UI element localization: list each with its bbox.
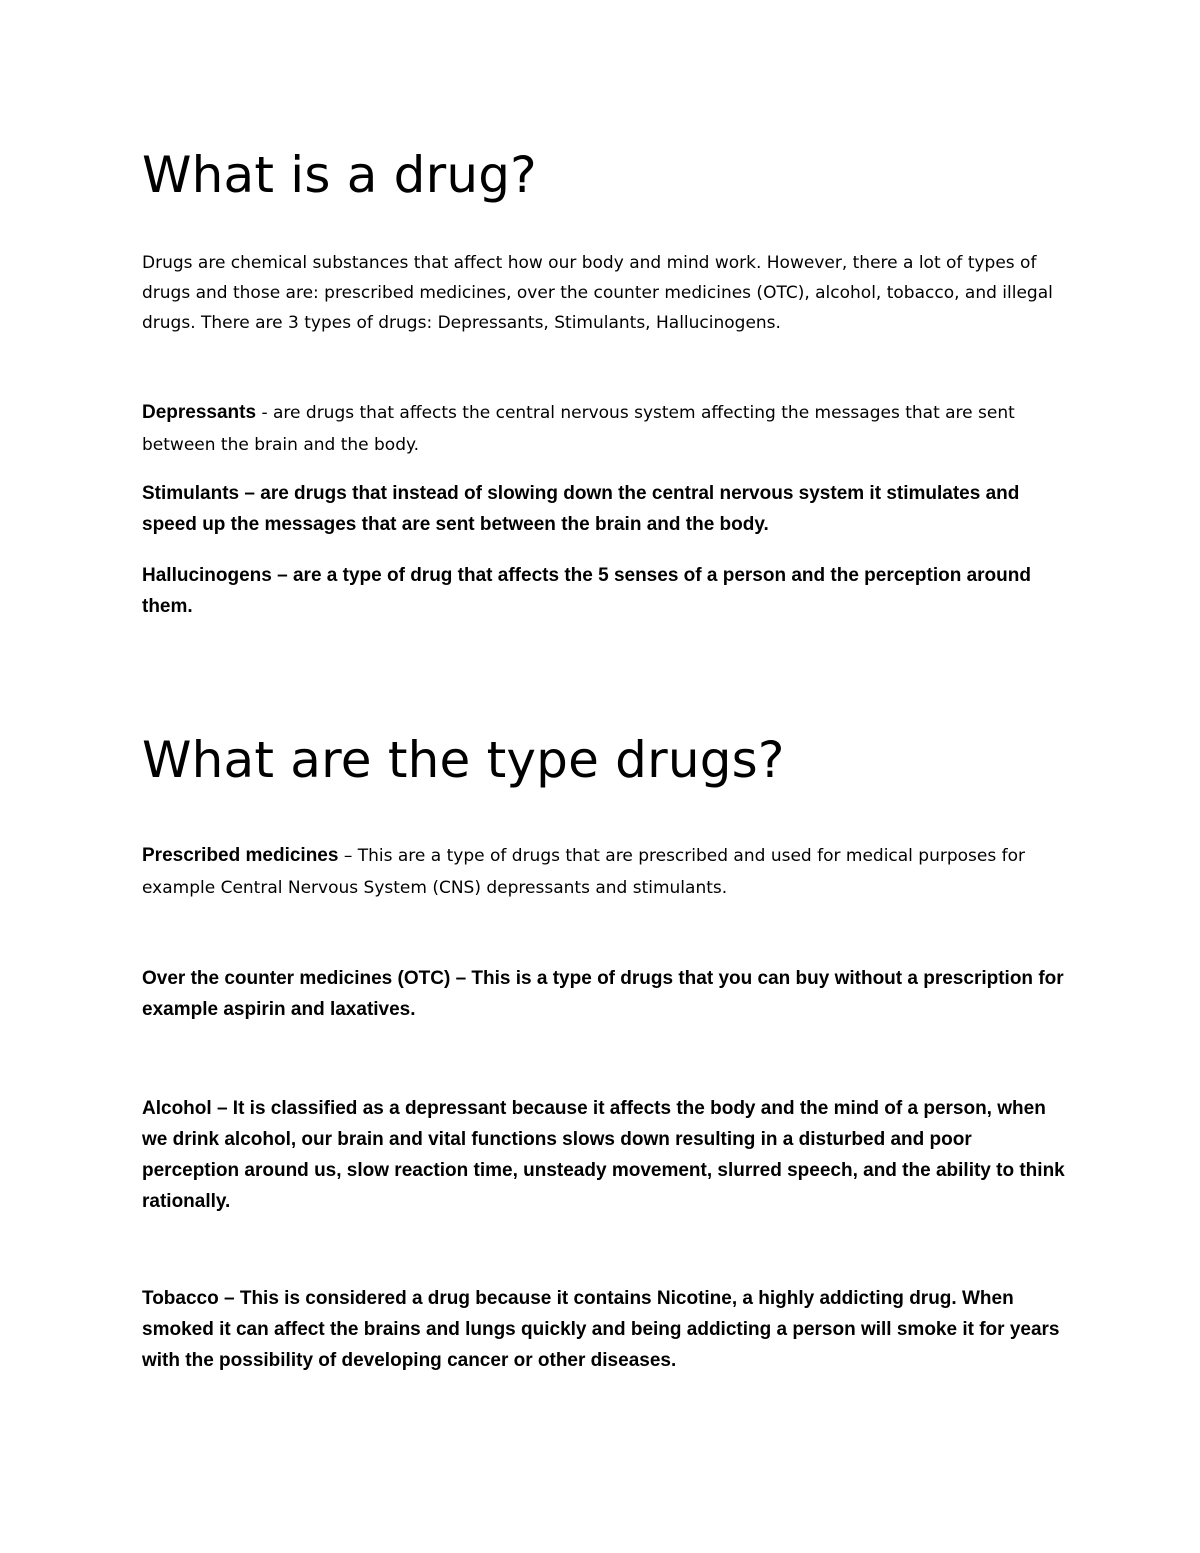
- definition-prescribed-medicines: – This are a type of drugs that are prescribed and used for medical purposes for example Central Nervous System (CNS) depressants and stimulants.: [142, 846, 1026, 898]
- definition-alcohol: – It is classified as a depressant because it affects the body and the mind of a person, when we drink alcohol, our brain and vital functions slows down resulting in a disturbed and poor perception around us, slow reaction time, unsteady movement, slurred speech, and the ability to think rationally.: [142, 1098, 1065, 1212]
- heading-what-is-a-drug: What is a drug?: [142, 146, 537, 204]
- paragraph-stimulants: [142, 478, 1067, 540]
- paragraph-hallucinogens: [142, 560, 1067, 622]
- definition-depressants: - are drugs that affects the central nervous system affecting the messages that are sent between the brain and the body.: [142, 403, 1015, 455]
- term-stimulants: Stimulants: [142, 483, 240, 504]
- paragraph-otc-medicines: [142, 963, 1067, 1025]
- term-tobacco: Tobacco: [142, 1288, 219, 1309]
- paragraph-depressants: [142, 397, 1067, 461]
- heading-what-are-the-type-drugs: What are the type drugs?: [142, 731, 785, 789]
- paragraph-alcohol: [142, 1093, 1067, 1217]
- intro-paragraph: Drugs are chemical substances that affect how our body and mind work. However, there a lot of types of drugs and those are: prescribed medicines, over the counter medicines (OTC), alcohol, tobacco, and illegal drugs. There are 3 types of drugs: Depressants, Stimulants, Hallucinogens.: [142, 253, 1053, 333]
- definition-tobacco: – This is considered a drug because it contains Nicotine, a highly addicting drug. When smoked it can affect the brains and lungs quickly and being addicting a person will smoke it for years with the possibility of developing cancer or other diseases.: [142, 1288, 1060, 1371]
- term-depressants: Depressants: [142, 402, 257, 423]
- term-prescribed-medicines: Prescribed medicines: [142, 845, 339, 866]
- term-hallucinogens: Hallucinogens: [142, 565, 272, 586]
- term-alcohol: Alcohol: [142, 1098, 212, 1119]
- paragraph-tobacco: [142, 1283, 1067, 1376]
- paragraph-prescribed-medicines: [142, 840, 1067, 904]
- definition-hallucinogens: – are a type of drug that affects the 5 senses of a person and the perception around them.: [142, 565, 1031, 617]
- definition-stimulants: – are drugs that instead of slowing down the central nervous system it stimulates and speed up the messages that are sent between the brain and the body.: [142, 483, 1020, 535]
- definition-otc-medicines: – This is a type of drugs that you can buy without a prescription for example aspirin and laxatives.: [142, 968, 1064, 1020]
- term-otc-medicines: Over the counter medicines (OTC): [142, 968, 451, 989]
